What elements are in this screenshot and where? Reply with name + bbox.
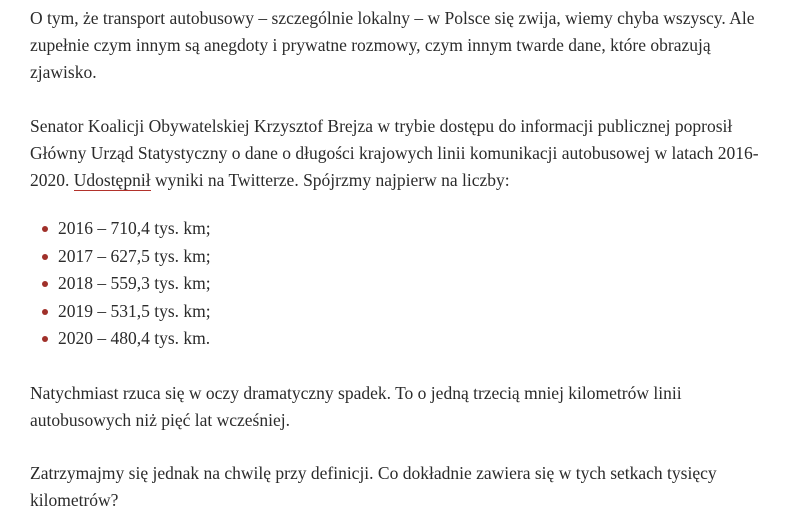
bullet-dot-icon xyxy=(42,281,48,287)
text-line xyxy=(30,167,759,194)
bullet-dot-icon xyxy=(42,309,48,315)
list-item-text: 2018 – 559,3 tys. km; xyxy=(58,273,211,293)
list-item-text: 2016 – 710,4 tys. km; xyxy=(58,218,211,238)
text-line: kilometrów? xyxy=(30,490,119,510)
text-line: Zatrzymajmy się jednak na chwilę przy definicji. Co dokładnie zawiera się w tych setkach tysięcy xyxy=(30,463,717,483)
text-line: Senator Koalicji Obywatelskiej Krzysztof Brejza w trybie dostępu do informacji publicznej poprosił xyxy=(30,116,733,136)
bullet-dot-icon xyxy=(42,336,48,342)
list-item-text: 2020 – 480,4 tys. km. xyxy=(58,328,211,348)
list-item xyxy=(30,270,211,298)
bus-lines-length-list xyxy=(30,215,211,353)
list-item xyxy=(30,215,211,243)
shared-results-link[interactable]: Udostępnił xyxy=(73,170,151,190)
text-fragment: wyniki na Twitterze. Spójrzmy najpierw na liczby: xyxy=(150,170,510,190)
text-line: zupełnie czym innym są anegdoty i prywatne rozmowy, czym innym twarde dane, które obrazują xyxy=(30,35,711,55)
senator-paragraph xyxy=(30,113,759,194)
list-item-text: 2017 – 627,5 tys. km; xyxy=(58,245,211,266)
list-item-text: 2019 – 531,5 tys. km; xyxy=(58,300,211,321)
text-line: O tym, że transport autobusowy – szczególnie lokalny – w Polsce się zwija, wiemy chyba wszyscy. Ale xyxy=(30,8,755,28)
list-item xyxy=(30,325,211,353)
list-item xyxy=(30,298,211,326)
text-line: autobusowych niż pięć lat wcześniej. xyxy=(30,410,290,430)
text-fragment: 2020. xyxy=(30,170,74,190)
bullet-dot-icon xyxy=(42,226,48,232)
definition-paragraph xyxy=(30,460,717,514)
list-item xyxy=(30,243,211,271)
decline-paragraph xyxy=(30,380,682,434)
text-line: Natychmiast rzuca się w oczy dramatyczny spadek. To o jedną trzecią mniej kilometrów linii xyxy=(30,383,682,403)
text-line: Główny Urząd Statystyczny o dane o długości krajowych linii komunikacji autobusowej w latach 2016- xyxy=(30,143,759,163)
intro-paragraph xyxy=(30,5,754,86)
bullet-dot-icon xyxy=(42,254,48,260)
text-line: zjawisko. xyxy=(30,62,97,82)
